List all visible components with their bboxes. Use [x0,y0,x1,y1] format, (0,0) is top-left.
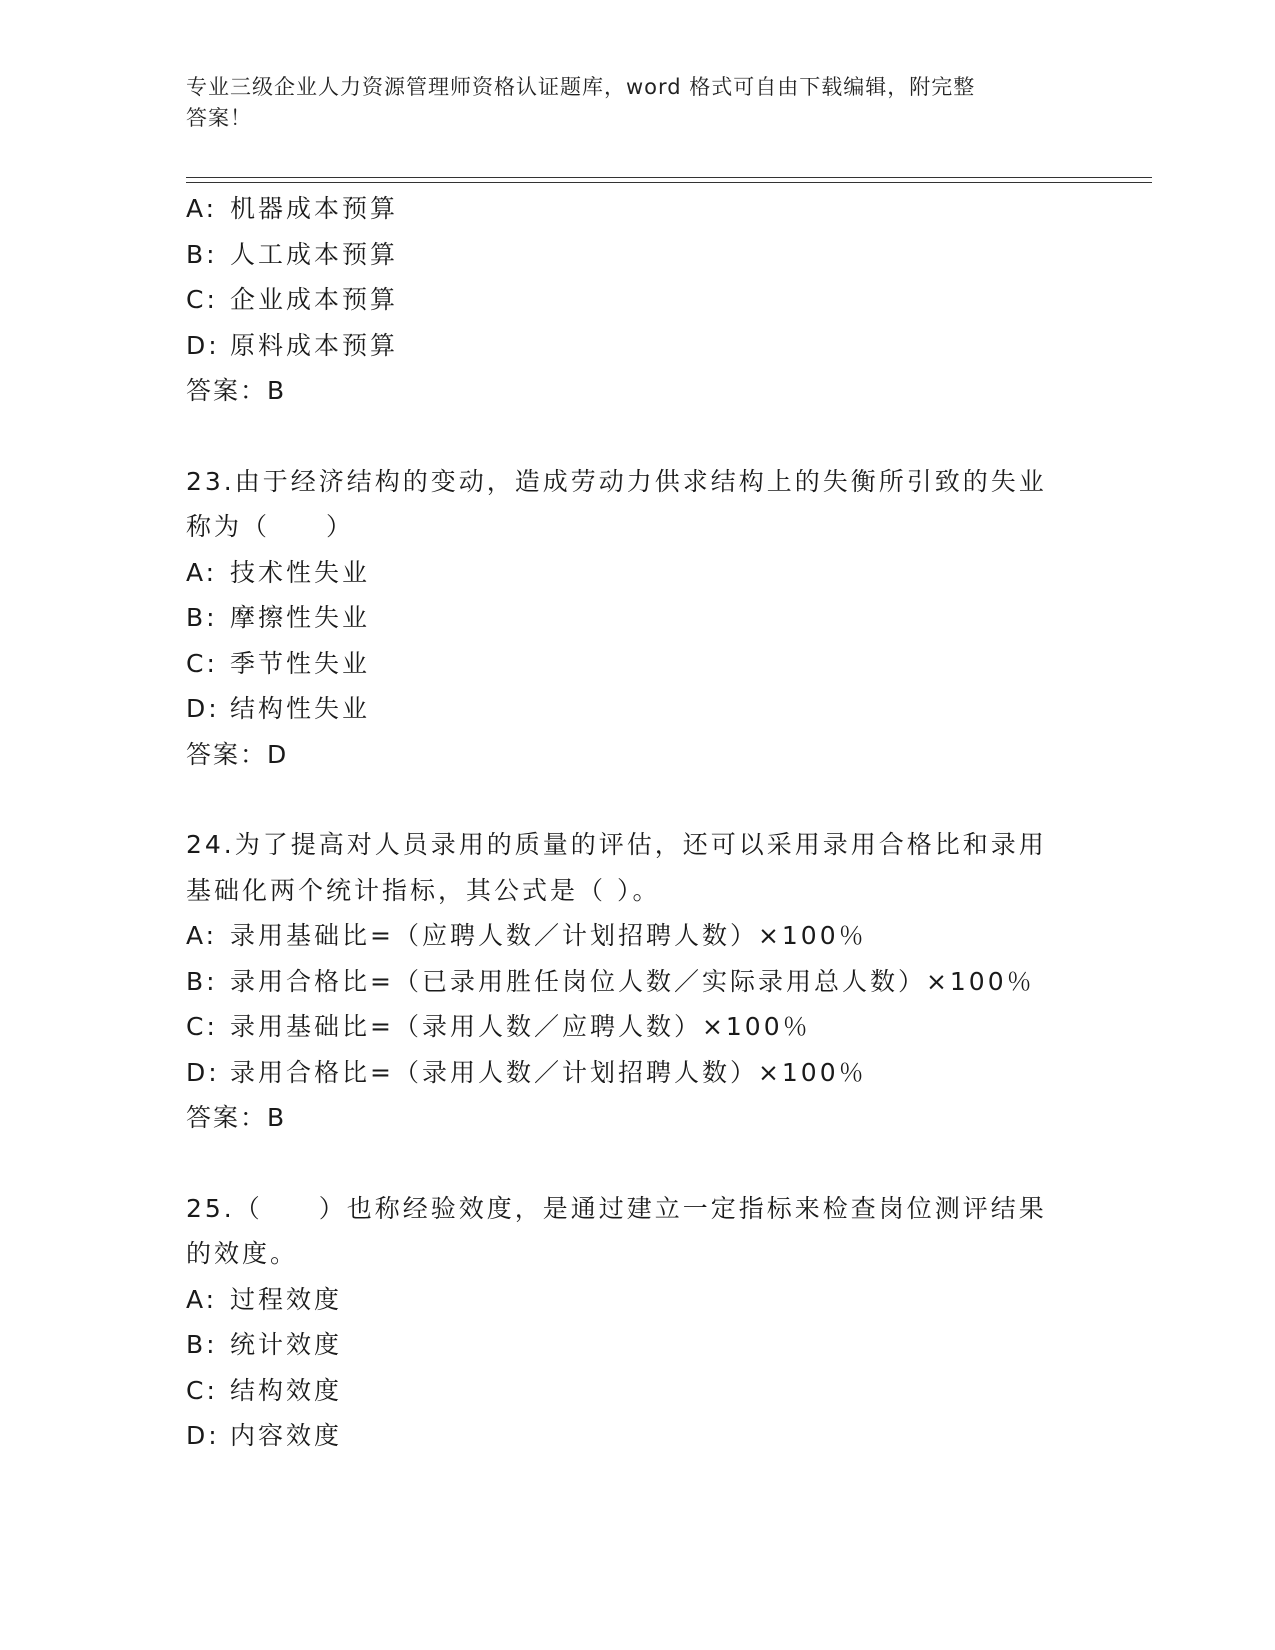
option-text: 原料成本预算 [230,330,399,360]
question-stem-continued: 称为（ ） [186,512,355,541]
option-letter: A: [186,921,218,950]
option-b [186,1322,1086,1368]
option-letter: D: [186,694,220,723]
question-stem-continued: 的效度。 [186,1239,299,1268]
spacer [186,1141,1086,1186]
option-a [186,186,1086,232]
question-stem: 23.由于经济结构的变动，造成劳动力供求结构上的失衡所引致的失业 [186,466,1047,496]
option-b [186,959,1086,1005]
option-c [186,1368,1086,1414]
option-text: 统计效度 [230,1330,343,1359]
option-c [186,277,1086,323]
option-letter: C: [186,285,218,314]
header-line-1: 专业三级企业人力资源管理师资格认证题库，word 格式可自由下载编辑，附完整 [186,75,976,99]
document-header [186,72,1066,134]
question-24 [186,822,1086,1141]
option-text: 录用合格比=（已录用胜任岗位人数／实际录用总人数）×100％ [230,966,1035,996]
option-letter: B: [186,239,218,269]
option-text: 技术性失业 [230,557,371,587]
option-letter: B: [186,966,218,996]
question-25 [186,1186,1086,1459]
option-letter: A: [186,194,218,223]
question-stem-continued: 基础化两个统计指标，其公式是（ ）。 [186,875,661,905]
option-text: 摩擦性失业 [230,603,371,632]
option-text: 季节性失业 [230,648,371,678]
option-letter: A: [186,557,218,587]
question-stem: 25.（ ）也称经验效度，是通过建立一定指标来检查岗位测评结果 [186,1193,1047,1223]
header-line-2: 答案！ [186,106,252,130]
option-b [186,595,1086,641]
option-c [186,641,1086,687]
spacer [186,777,1086,822]
option-a [186,1277,1086,1323]
option-letter: C: [186,1375,218,1405]
question-list [186,186,1086,1459]
option-letter: C: [186,1012,218,1041]
spacer [186,414,1086,459]
answer-line: 答案：B [186,1103,287,1132]
option-text: 录用合格比=（录用人数／计划招聘人数）×100％ [230,1057,867,1087]
option-d [186,686,1086,732]
option-letter: D: [186,1057,220,1087]
question-22 [186,186,1086,414]
header-divider-bottom [186,182,1152,183]
header-divider-top [186,177,1152,178]
option-b [186,232,1086,278]
option-text: 过程效度 [230,1284,343,1314]
option-text: 人工成本预算 [230,239,399,269]
option-d [186,323,1086,369]
option-text: 企业成本预算 [230,285,399,314]
option-letter: A: [186,1284,218,1314]
option-d [186,1050,1086,1096]
question-23 [186,459,1086,778]
option-text: 内容效度 [230,1421,343,1450]
option-text: 结构效度 [230,1375,343,1405]
option-text: 录用基础比=（录用人数／应聘人数）×100％ [230,1012,811,1041]
answer-line: 答案：B [186,376,287,405]
option-a [186,913,1086,959]
option-letter: D: [186,1421,220,1450]
question-stem: 24.为了提高对人员录用的质量的评估，还可以采用录用合格比和录用 [186,830,1047,859]
option-text: 录用基础比=（应聘人数／计划招聘人数）×100％ [230,921,867,950]
option-text: 机器成本预算 [230,194,399,223]
option-text: 结构性失业 [230,694,371,723]
option-letter: B: [186,603,218,632]
option-c [186,1004,1086,1050]
option-letter: B: [186,1330,218,1359]
option-a [186,550,1086,596]
option-d [186,1413,1086,1459]
answer-line: 答案：D [186,739,289,769]
option-letter: C: [186,648,218,678]
option-letter: D: [186,330,220,360]
